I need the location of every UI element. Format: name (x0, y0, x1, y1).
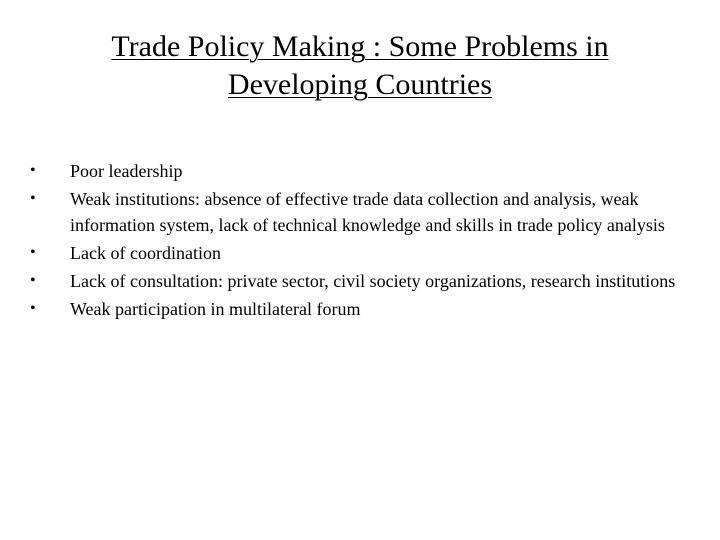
bullet-icon: • (30, 300, 36, 317)
bullet-item (30, 186, 690, 238)
slide-title-line-2: Developing Countries (227, 68, 493, 101)
bullet-list (30, 158, 690, 324)
bullet-text: Weak participation in multilateral forum (70, 299, 361, 319)
slide-title-line-1: Trade Policy Making : Some Problems in (111, 30, 609, 63)
bullet-item (30, 296, 690, 322)
bullet-item (30, 240, 690, 266)
bullet-text: Weak institutions: absence of effective trade data collection and analysis, weak information system, lack of technical knowledge and skills in trade policy analysis (70, 189, 665, 235)
bullet-text: Lack of consultation: private sector, civil society organizations, research institutions (70, 271, 676, 291)
slide-title (40, 28, 680, 104)
bullet-icon: • (30, 272, 36, 289)
bullet-text: Lack of coordination (70, 243, 221, 263)
bullet-item (30, 158, 690, 184)
bullet-icon: • (30, 162, 36, 179)
bullet-text: Poor leadership (70, 161, 183, 181)
bullet-icon: • (30, 190, 36, 207)
bullet-icon: • (30, 244, 36, 261)
bullet-item (30, 268, 690, 294)
